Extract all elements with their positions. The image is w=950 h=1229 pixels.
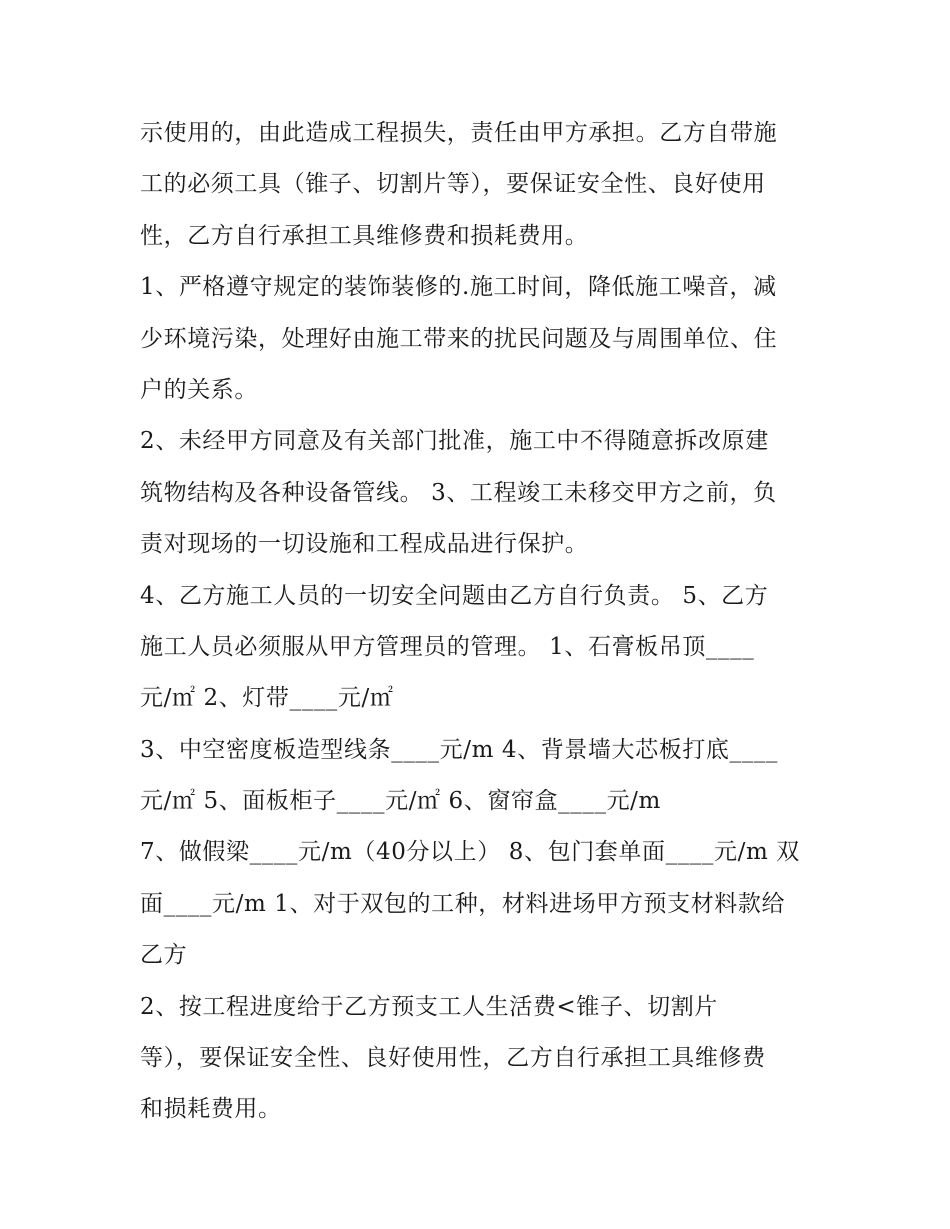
text-line: 和损耗费用。 [140, 1096, 282, 1123]
text-line: 性，乙方自行承担工具维修费和损耗费用。 [140, 222, 589, 249]
text-line: 3、中空密度板造型线条____元/m 4、背景墙大芯板打底____ [140, 736, 778, 763]
text-line: 等），要保证安全性、良好使用性，乙方自行承担工具维修费 [140, 1045, 766, 1072]
text-line: 户的关系。 [140, 376, 258, 403]
text-line: 元/㎡ 2、灯带____元/㎡ [140, 685, 394, 712]
text-line: 筑物结构及各种设备管线。 3、工程竣工未移交甲方之前，负 [140, 479, 777, 506]
text-line: 少环境污染，处理好由施工带来的扰民问题及与周围单位、住 [140, 325, 778, 352]
document-body [140, 108, 820, 1136]
text-line: 工的必须工具（锥子、切割片等），要保证安全性、良好使用 [140, 171, 766, 198]
text-line: 责对现场的一切设施和工程成品进行保护。 [140, 531, 589, 558]
text-line: 7、做假梁____元/m（40分以上） 8、包门套单面____元/m 双 [140, 839, 800, 866]
text-line: 乙方 [140, 942, 188, 969]
text-line: 2、按工程进度给于乙方预支工人生活费<锥子、切割片 [140, 993, 718, 1020]
text-line: 示使用的，由此造成工程损失，责任由甲方承担。乙方自带施 [140, 120, 778, 146]
text-line: 4、乙方施工人员的一切安全问题由乙方自行负责。 5、乙方 [140, 582, 769, 609]
text-line: 面____元/m 1、对于双包的工种，材料进场甲方预支材料款给 [140, 890, 786, 917]
text-line: 元/㎡ 5、面板柜子____元/㎡ 6、窗帘盒____元/m [140, 788, 661, 815]
text-line: 2、未经甲方同意及有关部门批准，施工中不得随意拆改原建 [140, 428, 769, 455]
text-line: 施工人员必须服从甲方管理员的管理。 1、石膏板吊顶____ [140, 633, 755, 660]
text-line: 1、严格遵守规定的装饰装修的.施工时间，降低施工噪音，减 [140, 274, 777, 301]
